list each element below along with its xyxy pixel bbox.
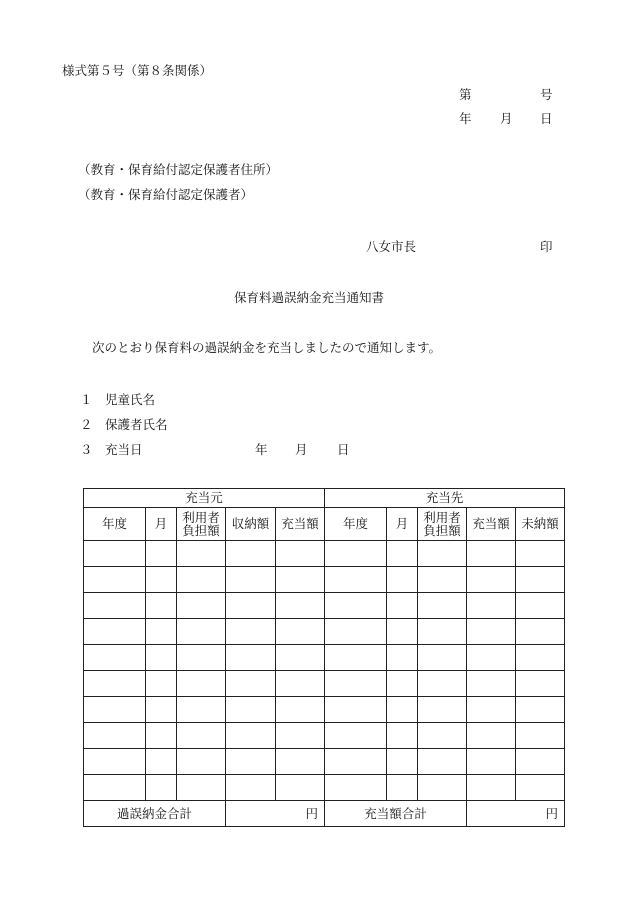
table-cell [146, 697, 177, 723]
col-header-unpaid-amount: 未納額 [516, 508, 565, 541]
table-cell [387, 671, 418, 697]
table-cell [325, 723, 387, 749]
item-2-label: 保護者氏名 [105, 417, 168, 432]
footer-label-overpayment-total: 過誤納金合計 [84, 801, 226, 827]
table-cell [467, 541, 516, 567]
table-cell [516, 619, 565, 645]
date-month: 月 [500, 111, 513, 126]
item-3-year: 年 [255, 442, 268, 457]
table-cell [325, 671, 387, 697]
table-cell [467, 749, 516, 775]
table-cell [226, 593, 276, 619]
table-cell [387, 749, 418, 775]
table-cell [276, 645, 325, 671]
table-cell [325, 749, 387, 775]
table-cell [418, 619, 467, 645]
table-cell [84, 775, 146, 801]
table-cell [418, 723, 467, 749]
table-cell [226, 749, 276, 775]
col-header-allocated-amount-dest: 充当額 [467, 508, 516, 541]
col-header-allocated-amount-source: 充当額 [276, 508, 325, 541]
table-cell [146, 541, 177, 567]
table-row [84, 775, 565, 801]
table-cell [516, 541, 565, 567]
table-cell [226, 723, 276, 749]
addressee-name: （教育・保育給付認定保護者） [78, 187, 254, 202]
table-cell [418, 697, 467, 723]
table-cell [387, 541, 418, 567]
col-header-user-charge-dest: 利用者負担額 [418, 508, 467, 541]
table-cell [325, 541, 387, 567]
table-row [84, 697, 565, 723]
table-cell [177, 671, 226, 697]
table-row [84, 567, 565, 593]
table-row [84, 593, 565, 619]
table-cell [226, 567, 276, 593]
table-cell [516, 593, 565, 619]
table-cell [84, 541, 146, 567]
table-cell [325, 645, 387, 671]
table-cell [467, 567, 516, 593]
footer-overpayment-total-cell: 円 [226, 801, 325, 827]
col-header-collected-amount: 収納額 [226, 508, 276, 541]
table-cell [516, 645, 565, 671]
table-cell [387, 645, 418, 671]
col-header-month-source: 月 [146, 508, 177, 541]
doc-number-suffix: 号 [540, 87, 553, 102]
item-3-label: 充当日 [105, 442, 143, 457]
item-2-number: ２ [80, 417, 93, 432]
table-row [84, 749, 565, 775]
table-cell [418, 775, 467, 801]
table-cell [177, 567, 226, 593]
table-cell [276, 749, 325, 775]
table-cell [84, 697, 146, 723]
date-day: 日 [540, 111, 553, 126]
table-cell [226, 697, 276, 723]
table-cell [418, 541, 467, 567]
table-cell [276, 697, 325, 723]
item-1-label: 児童氏名 [105, 392, 156, 407]
doc-number-prefix: 第 [459, 87, 472, 102]
table-cell [276, 567, 325, 593]
table-cell [84, 749, 146, 775]
table-cell [276, 593, 325, 619]
table-cell [467, 775, 516, 801]
table-cell [146, 749, 177, 775]
table-cell [467, 645, 516, 671]
table-cell [146, 593, 177, 619]
seal-mark: 印 [540, 239, 553, 254]
table-cell [516, 775, 565, 801]
table-cell [146, 671, 177, 697]
table-cell [84, 567, 146, 593]
col-header-year-dest: 年度 [325, 508, 387, 541]
table-cell [387, 567, 418, 593]
table-row [84, 671, 565, 697]
table-cell [226, 671, 276, 697]
table-cell [177, 749, 226, 775]
table-cell [276, 619, 325, 645]
table-cell [387, 697, 418, 723]
table-cell [276, 775, 325, 801]
table-cell [418, 671, 467, 697]
table-cell [516, 723, 565, 749]
group-header-source: 充当元 [84, 489, 325, 508]
table-cell [516, 671, 565, 697]
table-cell [467, 697, 516, 723]
table-cell [177, 541, 226, 567]
table-cell [84, 723, 146, 749]
table-cell [467, 723, 516, 749]
table-cell [516, 749, 565, 775]
footer-label-allocation-total: 充当額合計 [325, 801, 467, 827]
group-header-destination: 充当先 [325, 489, 565, 508]
sender-name: 八女市長 [366, 239, 417, 254]
table-cell [226, 775, 276, 801]
item-3-number: ３ [80, 442, 93, 457]
document-title: 保育料過誤納金充当通知書 [234, 290, 385, 305]
table-cell [177, 723, 226, 749]
table-cell [467, 593, 516, 619]
allocation-table [83, 488, 565, 827]
addressee-address: （教育・保育給付認定保護者住所） [78, 162, 279, 177]
col-header-year-source: 年度 [84, 508, 146, 541]
table-cell [418, 593, 467, 619]
table-cell [325, 619, 387, 645]
table-row [84, 645, 565, 671]
table-cell [177, 645, 226, 671]
table-cell [146, 645, 177, 671]
table-row [84, 541, 565, 567]
table-cell [146, 723, 177, 749]
table-cell [226, 645, 276, 671]
date-year: 年 [459, 111, 472, 126]
item-3-month: 月 [295, 442, 308, 457]
table-cell [276, 671, 325, 697]
table-cell [146, 567, 177, 593]
footer-allocation-total-cell: 円 [467, 801, 565, 827]
item-3-day: 日 [337, 442, 350, 457]
table-cell [325, 697, 387, 723]
table-cell [177, 619, 226, 645]
col-header-user-charge-source: 利用者負担額 [177, 508, 226, 541]
table-cell [84, 593, 146, 619]
item-1-number: １ [80, 392, 93, 407]
table-cell [387, 723, 418, 749]
table-cell [516, 697, 565, 723]
table-cell [276, 541, 325, 567]
table-cell [387, 593, 418, 619]
table-cell [276, 723, 325, 749]
table-cell [516, 567, 565, 593]
table-cell [418, 749, 467, 775]
table-cell [177, 775, 226, 801]
table-cell [325, 567, 387, 593]
form-number: 様式第５号（第８条関係） [62, 63, 213, 78]
table-row [84, 723, 565, 749]
body-text: 次のとおり保育料の過誤納金を充当しましたので通知します。 [92, 340, 442, 355]
table-cell [84, 671, 146, 697]
table-cell [177, 697, 226, 723]
table-row [84, 619, 565, 645]
table-cell [84, 645, 146, 671]
table-cell [325, 593, 387, 619]
table-cell [467, 671, 516, 697]
table-cell [418, 645, 467, 671]
table-cell [84, 619, 146, 645]
table-cell [146, 775, 177, 801]
table-cell [226, 541, 276, 567]
table-cell [418, 567, 467, 593]
table-cell [177, 593, 226, 619]
table-cell [387, 775, 418, 801]
col-header-month-dest: 月 [387, 508, 418, 541]
table-cell [467, 619, 516, 645]
table-cell [146, 619, 177, 645]
table-cell [226, 619, 276, 645]
table-cell [325, 775, 387, 801]
table-cell [387, 619, 418, 645]
